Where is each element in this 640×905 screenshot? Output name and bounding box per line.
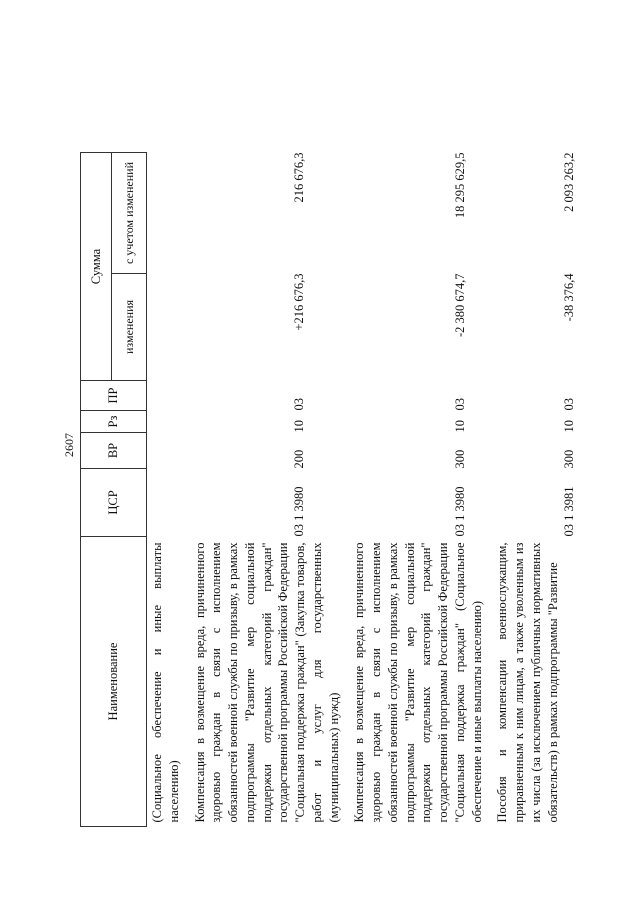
- row-csr: 03 1 3981: [562, 486, 577, 537]
- row-total: 18 295 629,5: [453, 152, 468, 219]
- row-total: 216 676,3: [291, 152, 306, 203]
- table-row: [488, 153, 577, 827]
- row-csr: 03 1 3980: [291, 486, 306, 537]
- table-row: [345, 153, 488, 827]
- header-with-changes: с учетом изменений: [112, 153, 147, 274]
- row-pr: 03: [291, 398, 306, 411]
- row-csr: 03 1 3980: [453, 486, 468, 537]
- table-header-row: [81, 153, 112, 827]
- row-total: [147, 153, 186, 274]
- row-rz: 10: [453, 420, 468, 433]
- header-sum: Сумма: [81, 153, 112, 381]
- page-number: 2607: [62, 433, 76, 457]
- row-change: -38 376,4: [562, 273, 577, 322]
- header-name: Наименование: [81, 537, 147, 827]
- row-csr: [147, 469, 186, 537]
- row-rz: 10: [291, 420, 306, 433]
- row-pr: 03: [453, 398, 468, 411]
- header-csr: ЦСР: [81, 469, 147, 537]
- row-change: -2 380 674,7: [453, 273, 468, 338]
- row-change: +216 676,3: [291, 273, 306, 331]
- row-vr: 300: [562, 449, 577, 469]
- row-name: (Социальное обеспечение и иные выплаты населению): [150, 542, 181, 823]
- row-name: Пособия и компенсации военнослужащим, приравненным к ним лицам, а также уволенным из их числа (за исключением публичных нормативных обязательств) в рамках подпрограммы "Развитие: [495, 542, 560, 823]
- table-row: [186, 153, 346, 827]
- row-rz: [147, 411, 186, 433]
- row-vr: 200: [291, 449, 306, 469]
- appropriations-table: [80, 152, 577, 827]
- header-pr: ПР: [81, 381, 147, 411]
- table-row: [147, 153, 186, 827]
- header-change: изменения: [112, 274, 147, 381]
- row-rz: 10: [562, 420, 577, 433]
- row-pr: [147, 381, 186, 411]
- row-pr: 03: [562, 398, 577, 411]
- row-vr: [147, 433, 186, 469]
- row-change: [147, 274, 186, 381]
- row-name: Компенсация в возмещение вреда, причиненного здоровью граждан в связи с исполнением обязанностей военной службы по призыву, в рамках подпрограммы "Развитие мер социальной поддержки отдельных категорий граждан" государственной программы Российской Федерации "Социальная поддержка граждан" (Закупка товаров, работ и услуг для государственных (муниципальных) нужд): [192, 542, 341, 823]
- row-vr: 300: [453, 449, 468, 469]
- header-rz: Рз: [81, 411, 147, 433]
- row-total: 2 093 263,2: [562, 152, 577, 212]
- header-vr: ВР: [81, 433, 147, 469]
- row-name: Компенсация в возмещение вреда, причиненного здоровью граждан в связи с исполнением обязанностей военной службы по призыву, в рамках подпрограммы "Развитие мер социальной поддержки отдельных категорий граждан" государственной программы Российской Федерации "Социальная поддержка граждан" (Социальное обеспечение и иные выплаты населению): [352, 542, 484, 823]
